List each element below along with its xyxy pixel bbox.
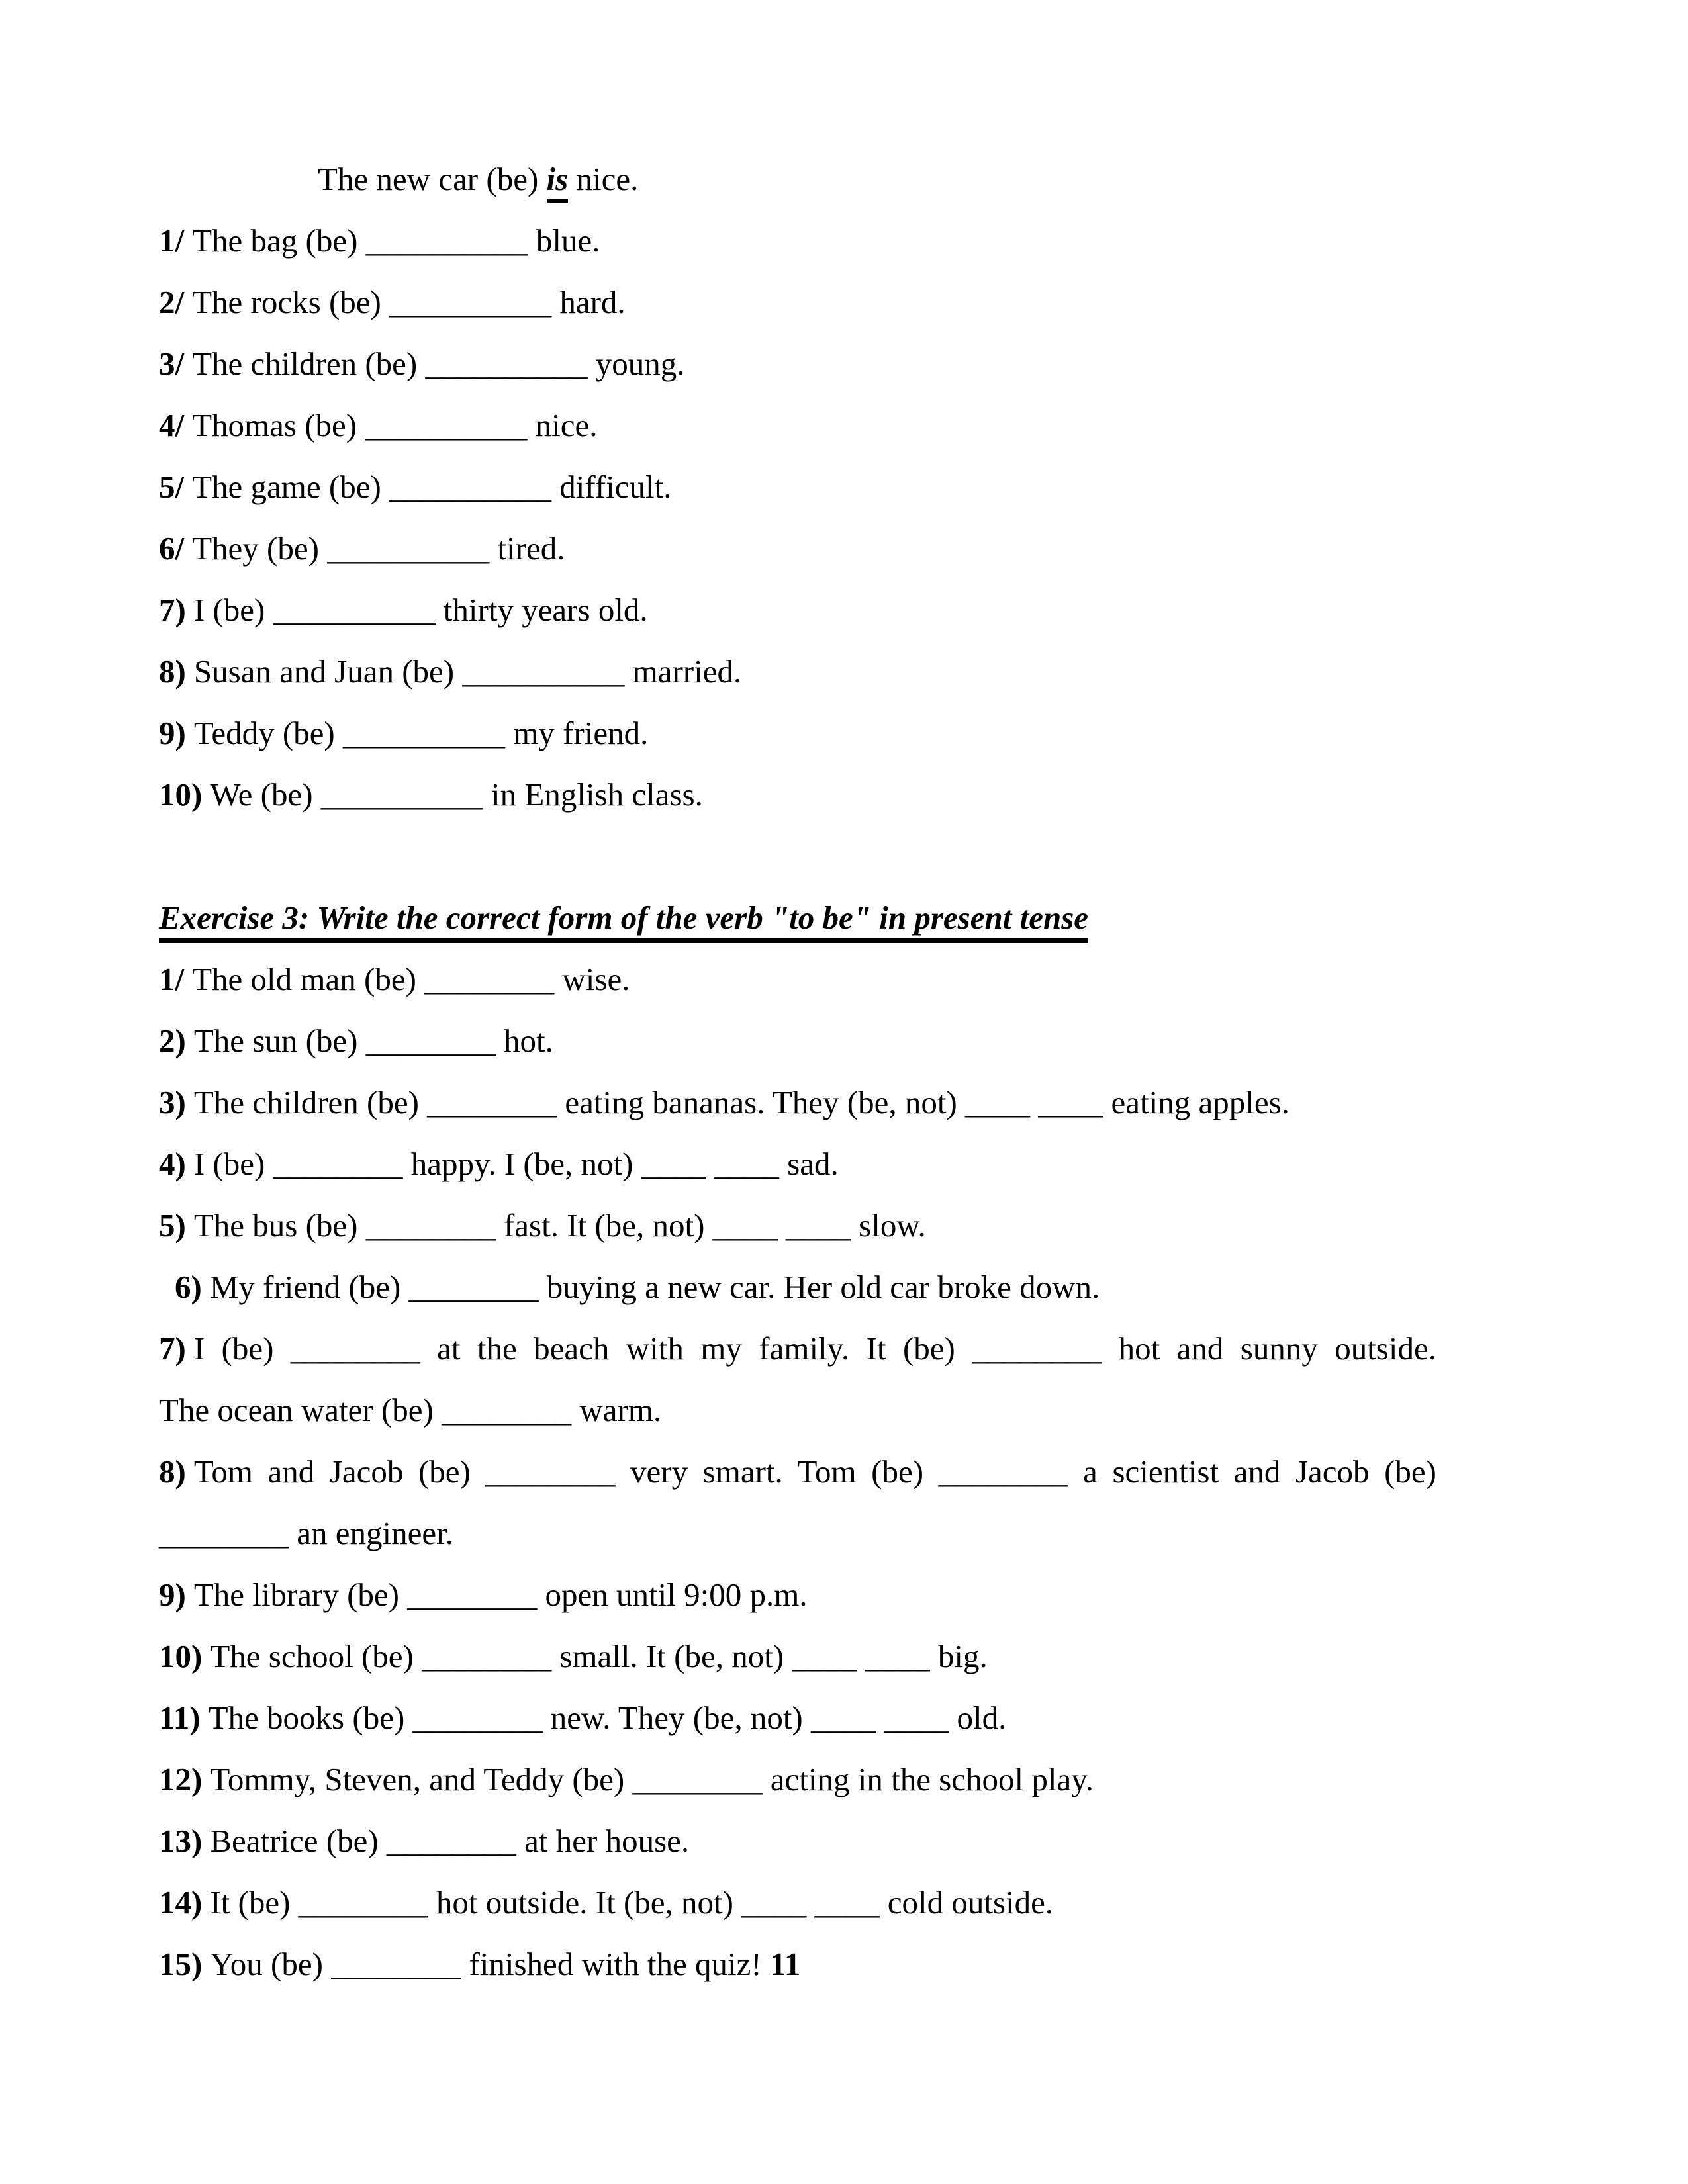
item-number: 11)	[159, 1700, 201, 1736]
worksheet-line	[159, 1256, 1436, 1318]
item-number: 1/	[159, 961, 185, 997]
item-number: 10)	[159, 776, 203, 813]
worksheet-line	[159, 579, 1436, 641]
item-text: The game (be) __________ difficult.	[192, 469, 672, 505]
item-text: The children (be) ________ eating bananas. They (be, not) ____ ____ eating apples.	[193, 1084, 1289, 1120]
item-text: We (be) __________ in English class.	[210, 776, 703, 813]
item-text: My friend (be) ________ buying a new car. Her old car broke down.	[209, 1269, 1100, 1305]
item-text: The school (be) ________ small. It (be, not) ____ ____ big.	[210, 1638, 988, 1674]
item-number: 8)	[159, 1453, 186, 1490]
item-text: ________ an engineer.	[159, 1515, 453, 1551]
worksheet-line	[159, 764, 1436, 825]
item-text: The children (be) __________ young.	[192, 345, 685, 382]
item-text: Beatrice (be) ________ at her house.	[210, 1823, 690, 1859]
item-text: I (be) __________ thirty years old.	[193, 592, 648, 628]
page-number: 11	[769, 1946, 801, 1982]
item-text: Teddy (be) __________ my friend.	[193, 715, 649, 751]
worksheet-line	[159, 1933, 1436, 1995]
worksheet-line	[159, 518, 1436, 579]
item-number: 13)	[159, 1823, 203, 1859]
item-text: The old man (be) ________ wise.	[192, 961, 630, 997]
item-number: 7)	[159, 1330, 186, 1367]
item-number: 3)	[159, 1084, 186, 1120]
item-text: The sun (be) ________ hot.	[193, 1023, 553, 1059]
item-number: 9)	[159, 1576, 186, 1613]
item-number: 3/	[159, 345, 185, 382]
item-text: The books (be) ________ new. They (be, not) ____ ____ old.	[208, 1700, 1007, 1736]
exercise2-list	[159, 210, 1436, 825]
item-text: Susan and Juan (be) __________ married.	[193, 653, 742, 690]
item-number: 14)	[159, 1884, 203, 1921]
item-text: I (be) ________ at the beach with my family. It (be) ________ hot and sunny outside.	[193, 1330, 1436, 1367]
item-number: 12)	[159, 1761, 203, 1797]
item-text: The bag (be) __________ blue.	[192, 222, 600, 259]
worksheet-line	[159, 1010, 1436, 1071]
worksheet-line	[159, 1872, 1436, 1933]
worksheet-line	[159, 1441, 1436, 1502]
exercise3-heading	[159, 887, 1436, 948]
item-number: 2)	[159, 1023, 186, 1059]
example-answer: is	[547, 161, 569, 203]
item-text: Tom and Jacob (be) ________ very smart. Tom (be) ________ a scientist and Jacob (be)	[193, 1453, 1436, 1490]
blank-line	[159, 825, 1436, 887]
worksheet-line	[159, 702, 1436, 764]
item-number: 5/	[159, 469, 185, 505]
item-number: 7)	[159, 592, 186, 628]
worksheet-line	[159, 456, 1436, 518]
worksheet-line	[159, 271, 1436, 333]
item-text: I (be) ________ happy. I (be, not) ____ ____ sad.	[193, 1146, 839, 1182]
item-text: The ocean water (be) ________ warm.	[159, 1392, 662, 1428]
example-prefix: The new car (be)	[318, 161, 547, 197]
item-number: 4)	[159, 1146, 186, 1182]
item-text: It (be) ________ hot outside. It (be, not) ____ ____ cold outside.	[210, 1884, 1054, 1921]
worksheet-line	[159, 1564, 1436, 1625]
worksheet-line	[159, 1502, 1436, 1564]
item-number: 10)	[159, 1638, 203, 1674]
worksheet-line	[159, 1749, 1436, 1810]
worksheet-line	[159, 1625, 1436, 1687]
item-number: 6)	[175, 1269, 202, 1305]
item-number: 15)	[159, 1946, 203, 1982]
worksheet-line	[159, 1071, 1436, 1133]
item-text: Tommy, Steven, and Teddy (be) ________ acting in the school play.	[210, 1761, 1094, 1797]
item-number: 1/	[159, 222, 185, 259]
exercise3-list	[159, 948, 1436, 1995]
item-number: 6/	[159, 530, 185, 567]
item-text: The rocks (be) __________ hard.	[192, 284, 626, 320]
worksheet-line	[159, 1133, 1436, 1195]
worksheet-line	[159, 394, 1436, 456]
item-text: The library (be) ________ open until 9:00 p.m.	[193, 1576, 808, 1613]
worksheet-line	[159, 1379, 1436, 1441]
worksheet-line	[159, 641, 1436, 702]
item-text: You (be) ________ finished with the quiz!	[210, 1946, 770, 1982]
example-sentence	[159, 148, 1436, 210]
item-number: 2/	[159, 284, 185, 320]
item-text: They (be) __________ tired.	[192, 530, 565, 567]
worksheet-line	[159, 1195, 1436, 1256]
item-number: 5)	[159, 1207, 186, 1244]
worksheet-line	[159, 1687, 1436, 1749]
worksheet-line	[159, 1810, 1436, 1872]
worksheet-line	[159, 333, 1436, 394]
example-suffix: nice.	[568, 161, 639, 197]
item-text: The bus (be) ________ fast. It (be, not) ____ ____ slow.	[193, 1207, 926, 1244]
exercise3-heading-text: Exercise 3: Write the correct form of the verb "to be" in present tense	[159, 899, 1088, 943]
worksheet-line	[159, 948, 1436, 1010]
item-text: Thomas (be) __________ nice.	[192, 407, 598, 443]
item-number: 8)	[159, 653, 186, 690]
item-number: 4/	[159, 407, 185, 443]
worksheet-line	[159, 210, 1436, 271]
item-number: 9)	[159, 715, 186, 751]
worksheet-line	[159, 1318, 1436, 1379]
